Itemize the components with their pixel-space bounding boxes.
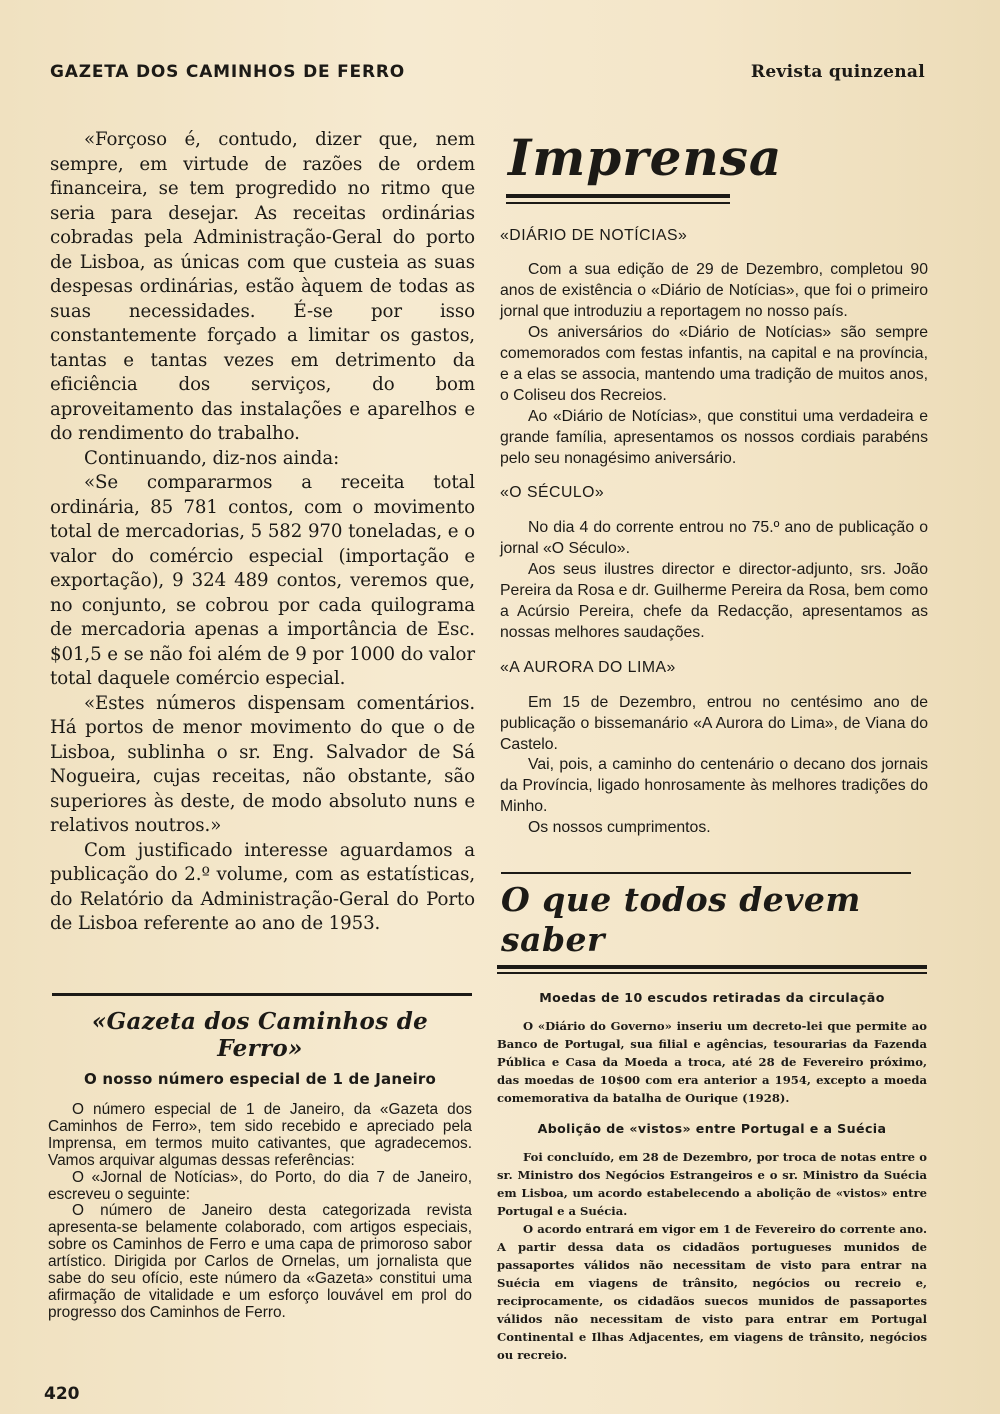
paragraph: Os nossos cumprimentos.: [528, 819, 711, 837]
paragraph: O número especial de 1 de Janeiro, da «Gazeta dos Caminhos de Ferro», tem sido recebido e apreciado pela Imprensa, em termos muito cativantes, que agradecemos. Vamos arquivar algumas dessas referências:: [48, 1101, 472, 1169]
paragraph: Vai, pois, a caminho do centenário o decano dos jornais da Província, ligado honrosamente às melhores tradições do Minho.: [500, 756, 928, 816]
saber-item-body: [497, 1017, 927, 1107]
news-heading: «DIÁRIO DE NOTÍCIAS»: [500, 226, 688, 244]
paragraph: No dia 4 do corrente entrou no 75.º ano de publicação o jornal «O Século».: [500, 519, 928, 558]
paragraph: «Forçoso é, contudo, dizer que, nem sempre, em virtude de razões de ordem financeira, se tem progredido no ritmo que seria para desejar. As receitas ordinárias cobradas pela Administração-Geral do porto de Lisboa, as únicas com que custeia as suas despesas ordinárias, estão àquem de todas as suas necessidades. É-se por isso constantemente forçado a limitar os gastos, tantas e tantas vezes em detrimento da eficiência dos serviços, do bom aproveitamento das instalações e aparelhos e do rendimento do trabalho.: [50, 129, 475, 444]
paragraph: O «Jornal de Notícias», do Porto, do dia 7 de Janeiro, escreveu o seguinte:: [48, 1168, 472, 1203]
paragraph: Os aniversários do «Diário de Notícias» são sempre comemorados com festas infantis, na capital e na província, e a elas se associa, mantendo uma tradição de muitos anos, o Coliseu dos Recreios.: [500, 324, 928, 404]
paragraph: «Estes números dispensam comentários. Há portos de menor movimento do que o de Lisboa, sublinha o sr. Eng. Salvador de Sá Nogueira, cujas receitas, não obstante, são superiores às deste, de modo absoluto nuns e relativos noutros.»: [50, 692, 475, 836]
page-number: 420: [44, 1384, 80, 1404]
gazeta-subtitle: O nosso número especial de 1 de Janeiro: [83, 1070, 437, 1088]
paragraph: Foi concluído, em 28 de Dezembro, por troca de notas entre o sr. Ministro dos Negócios Estrangeiros e o sr. Ministro da Suécia em Lisboa, um acordo estabelecendo a abolição de «vistos» entre Portugal e a Suécia.: [497, 1149, 927, 1218]
saber-item-heading: Moedas de 10 escudos retiradas da circulação: [539, 989, 885, 1005]
paragraph: O «Diário do Governo» inseriu um decreto-lei que permite ao Banco de Portugal, sua filial e agências, tesourarias da Fazenda Pública e Casa da Moeda a troca, até 28 de Fevereiro próximo, das moedas de 10$00 com era anterior a 1954, excepto a moeda comemorativa da batalha de Ourique (1928).: [497, 1018, 927, 1105]
paragraph: Com a sua edição de 29 de Dezembro, completou 90 anos de existência o «Diário de Notícias», que foi o primeiro jornal que introduziu a reportagem no nosso país.: [500, 261, 928, 321]
saber-section: [497, 872, 927, 1364]
paragraph: Continuando, diz-nos ainda:: [84, 447, 340, 469]
gazeta-body: [48, 1102, 472, 1322]
journal-frequency: Revista quinzenal: [750, 62, 925, 82]
article-continuation: [50, 128, 475, 937]
journal-title: GAZETA DOS CAMINHOS DE FERRO: [50, 62, 405, 82]
title-underline: [506, 194, 730, 204]
gazeta-title: «Gazeta dos Caminhos de Ferro»: [91, 1008, 429, 1062]
paragraph: Ao «Diário de Notícias», que constitui uma verdadeira e grande família, apresentamos os nossos cordiais parabéns pelo seu nonagésimo aniversário.: [500, 407, 928, 467]
paragraph: Em 15 de Dezembro, entrou no centésimo ano de publicação o bissemanário «A Aurora do Lima», de Viana do Castelo.: [500, 693, 928, 753]
news-heading: «A AURORA DO LIMA»: [500, 658, 676, 676]
paragraph: Com justificado interesse aguardamos a publicação do 2.º volume, com as estatísticas, do Relatório da Administração-Geral do Porto de Lisboa referente ao ano de 1953.: [50, 839, 475, 934]
saber-title: O que todos devem saber: [501, 880, 861, 959]
saber-item-heading: Abolição de «vistos» entre Portugal e a Suécia: [537, 1120, 887, 1136]
news-diario: [500, 226, 928, 470]
paragraph: O número de Janeiro desta categorizada revista apresenta-se belamente colaborado, com artigos especiais, sobre os Caminhos de Ferro e uma capa de primoroso sabor artístico. Dirigida por Carlos de Ornelas, um jornalista que sabe do seu ofício, este número da «Gazeta» constitui uma afirmação de vitalidade e um esforço louvável em prol do progresso dos Caminhos de Ferro.: [48, 1202, 472, 1321]
paragraph: O acordo entrará em vigor em 1 de Fevereiro do corrente ano. A partir dessa data os cidadãos portugueses munidos de passaportes válidos não necessitam de visto para entrar na Suécia em viagens de trânsito, negócios ou recreio e, reciprocamente, os cidadãos suecos munidos de passaportes válidos não necessitam de visto para entrar em Portugal Continental e Ilhas Adjacentes, em viagens de trânsito, negócios ou recreio.: [497, 1221, 927, 1362]
imprensa-section: [500, 128, 928, 839]
imprensa-title: Imprensa: [508, 128, 783, 187]
divider: [52, 993, 472, 996]
paragraph: Aos seus ilustres director e director-adjunto, srs. João Pereira da Rosa e dr. Guilherme Pereira da Rosa, bem como a Acúrsio Pereira, chefe da Redacção, apresentamos as nossas melhores saudações.: [500, 561, 928, 641]
news-aurora: [500, 658, 928, 839]
gazeta-article: [48, 993, 472, 1322]
saber-item-body: [497, 1148, 927, 1364]
paragraph: «Se compararmos a receita total ordinária, 85 781 contos, com o movimento total de mercadorias, 5 582 970 toneladas, e o valor do comércio especial (importação e exportação), 9 324 489 contos, veremos que, no conjunto, se cobrou por cada quilograma de mercadoria apenas a importância de Esc. $01,5 e se não foi além de 9 por 1000 do valor total daquele comércio especial.: [50, 472, 475, 689]
divider: [501, 872, 911, 874]
news-heading: «O SÉCULO»: [500, 484, 605, 502]
news-seculo: [500, 483, 928, 643]
